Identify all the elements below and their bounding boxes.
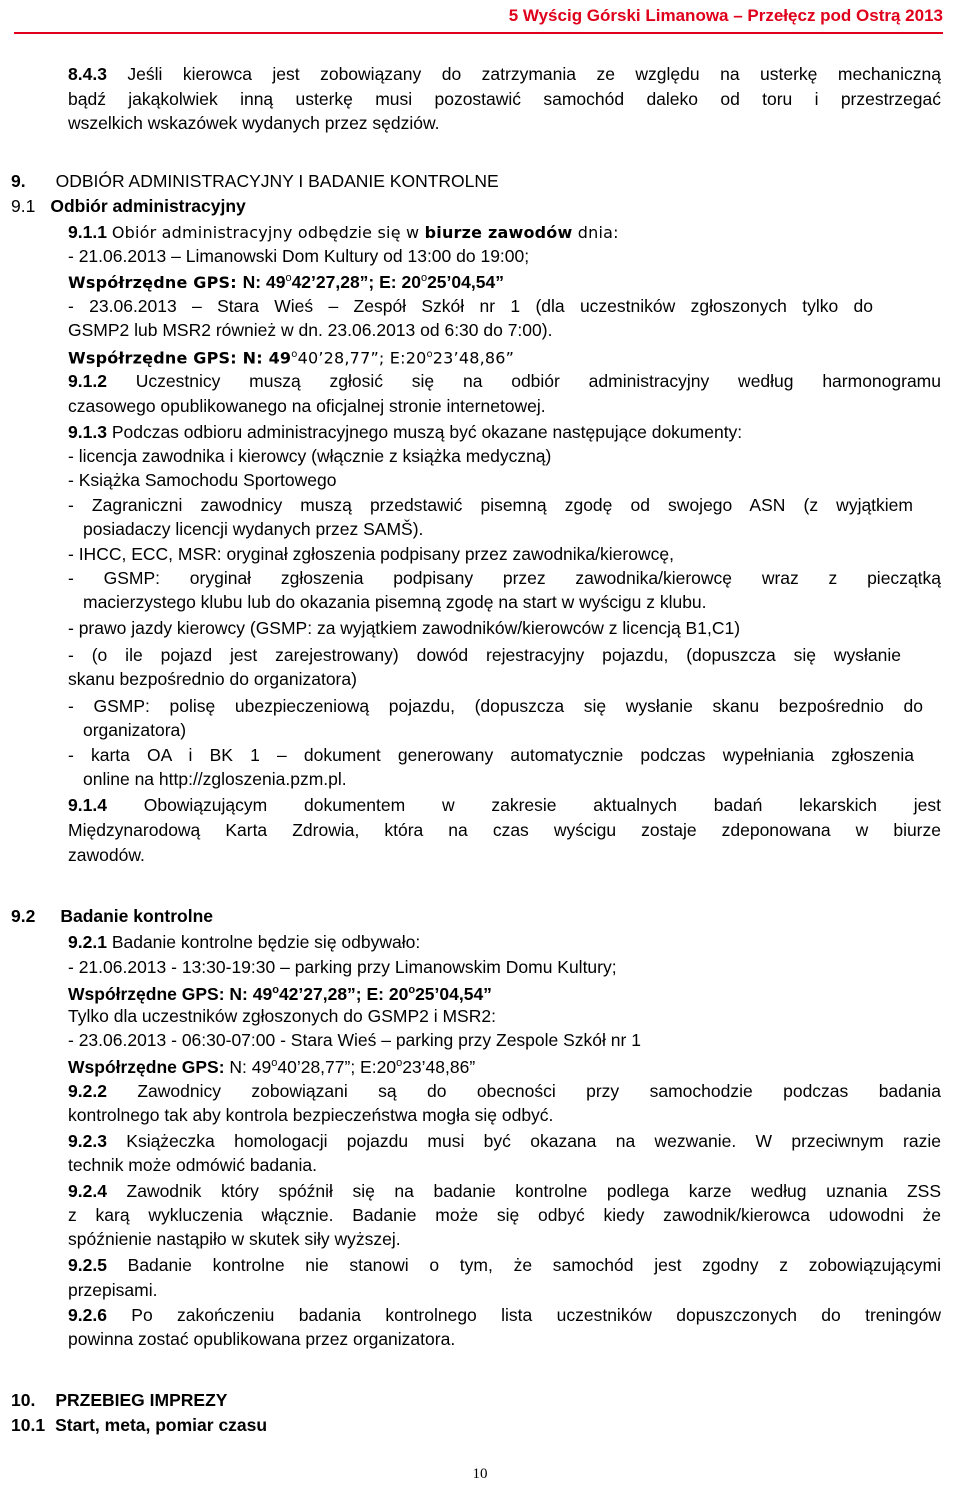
para-912-line1 [68, 371, 941, 392]
degree-sign: o [272, 984, 279, 996]
para-843-line2: bądź jakąkolwiek inną usterkę musi pozostawić samochód daleko od toru i przestrzegać [68, 89, 941, 109]
doc-item-5b: macierzystego klubu lub do okazania pisemną zgodę na start w wyścigu z klubu. [83, 592, 707, 612]
para-914-line2: Międzynarodową Karta Zdrowia, która na czas wyścigu zostaje zdeponowana w biurze [68, 820, 941, 840]
para-911-office: biurze zawodów [424, 223, 573, 242]
para-843-text1: Jeśli kierowca jest zobowiązany do zatrzymania ze względu na usterkę mechaniczną [127, 64, 941, 84]
gps2-n: N: 49 [229, 1056, 272, 1077]
page-number: 10 [472, 1466, 488, 1482]
para-911-number: 9.1.1 [68, 222, 107, 242]
para-926-text: Po zakończeniu badania kontrolnego lista uczestników dopuszczonych do treningów [131, 1305, 941, 1325]
para-925-number: 9.2.5 [68, 1255, 107, 1275]
para-924-line1 [68, 1181, 941, 1202]
gps1-label: Współrzędne GPS: [68, 272, 243, 292]
section-10-number: 10. [11, 1390, 36, 1410]
gps2-e-end: 23’48,86” [432, 348, 515, 368]
section-91-heading [11, 196, 246, 217]
para-921-number: 9.2.1 [68, 932, 107, 952]
doc-item-3b: posiadaczy licencji wydanych przez SAMŠ). [83, 519, 424, 539]
para-922-line2: kontrolnego tak aby kontrola bezpieczeństwa mogła się odbyć. [68, 1105, 554, 1125]
para-923-text: Książeczka homologacji pojazdu musi być okazana na wezwanie. W przeciwnym razie [126, 1131, 941, 1151]
para-925-line1 [68, 1255, 941, 1276]
para-911-date2a: - 23.06.2013 – Stara Wieś – Zespół Szkół nr 1 (dla uczestników zgłoszonych tylko do [68, 296, 873, 316]
para-921-gps2 [68, 1053, 475, 1078]
doc-item-8b: organizatora) [83, 720, 187, 740]
para-925-text: Badanie kontrolne nie stanowi o tym, że samochód jest zgodny z zobowiązującymi [127, 1255, 941, 1275]
para-912-text: Uczestnicy muszą zgłosić się na odbiór administracyjny według harmonogramu [135, 371, 941, 391]
para-921-text: Badanie kontrolne będzie się odbywało: [111, 932, 421, 952]
doc-item-9a: - karta OA i BK 1 – dokument generowany automatycznie podczas wypełniania zgłoszenia [68, 745, 914, 765]
section-9-title: ODBIÓR ADMINISTRACYJNY I BADANIE KONTROLNE [55, 171, 499, 191]
gps2-e: 40’28,77”; E:20 [297, 348, 427, 368]
para-912-number: 9.1.2 [68, 371, 107, 391]
gps2-label: Współrzędne GPS: [68, 1056, 230, 1077]
section-101-heading [11, 1415, 267, 1436]
para-924-line2: z karą wykluczenia włącznie. Badanie może się odbyć kiedy zawodnik/kierowca udowodni że [68, 1205, 941, 1225]
section-10-title: PRZEBIEG IMPREZY [55, 1390, 228, 1410]
para-924-text: Zawodnik który spóźnił się na badanie kontrolne podlega karze według uznania ZSS [126, 1181, 941, 1201]
para-924-line3: spóźnienie nastąpiło w skutek siły wyższej. [68, 1229, 401, 1249]
doc-item-1: - licencja zawodnika i kierowcy (włącznie z książka medyczną) [68, 446, 552, 466]
para-911-day-label: dnia: [572, 223, 619, 242]
para-923-number: 9.2.3 [68, 1131, 107, 1151]
section-101-number: 10.1 [11, 1415, 46, 1435]
degree-sign: o [271, 1057, 278, 1069]
para-913-text: Podczas odbioru administracyjnego muszą być okazane następujące dokumenty: [111, 422, 743, 442]
para-911-text: Obiór administracyjny odbędzie się w [111, 223, 425, 242]
para-922-text: Zawodnicy zobowiązani są do obecności przy samochodzie podczas badania [137, 1081, 941, 1101]
gps2-e: 40’28,77”; E:20 [277, 1056, 397, 1077]
para-922-line1 [68, 1081, 941, 1102]
para-923-line1 [68, 1131, 941, 1152]
para-914-text: Obowiązującym dokumentem w zakresie aktualnych badań lekarskich jest [143, 795, 941, 815]
para-921-date2: - 23.06.2013 - 06:30-07:00 - Stara Wieś – parking przy Zespole Szkół nr 1 [68, 1030, 641, 1050]
gps1-e-end: 25’04,54” [415, 983, 492, 1004]
para-925-line2: przepisami. [68, 1280, 158, 1300]
para-926-line2: powinna zostać opublikowana przez organizatora. [68, 1329, 456, 1349]
para-911-gps1 [68, 268, 504, 293]
gps1-e: 42’27,28”; E: 20 [291, 271, 421, 292]
header-divider [14, 32, 943, 34]
doc-item-4: - IHCC, ECC, MSR: oryginał zgłoszenia podpisany przez zawodnika/kierowcę, [68, 544, 674, 564]
para-914-number: 9.1.4 [68, 795, 107, 815]
page-header-title: 5 Wyścig Górski Limanowa – Przełęcz pod Ostrą 2013 [508, 6, 943, 25]
para-921-line1 [68, 932, 420, 953]
para-921-gps1 [68, 980, 492, 1005]
doc-item-3a: - Zagraniczni zawodnicy muszą przedstawić pisemną zgodę od swojego ASN (z wyjątkiem [68, 495, 913, 515]
degree-sign: o [291, 349, 298, 360]
para-843-number: 8.4.3 [68, 64, 107, 84]
para-923-line2: technik może odmówić badania. [68, 1155, 318, 1175]
gps1-e-end: 25’04,54” [427, 271, 504, 292]
gps2-label: Współrzędne GPS: N: 49 [68, 348, 292, 368]
para-911-gps2 [68, 344, 514, 368]
para-914-line1 [68, 795, 941, 816]
degree-sign: o [285, 272, 292, 284]
para-911-line1 [68, 222, 619, 243]
para-921-date1: - 21.06.2013 - 13:30-19:30 – parking przy Limanowskim Domu Kultury; [68, 957, 617, 977]
section-9-heading [11, 171, 499, 192]
para-924-number: 9.2.4 [68, 1181, 107, 1201]
degree-sign: o [408, 984, 416, 996]
doc-item-8a: - GSMP: polisę ubezpieczeniową pojazdu, (dopuszcza się wysłanie skanu bezpośrednio do [68, 696, 923, 716]
section-9-number: 9. [11, 171, 26, 191]
para-922-number: 9.2.2 [68, 1081, 107, 1101]
para-926-number: 9.2.6 [68, 1305, 107, 1325]
doc-item-5a: - GSMP: oryginał zgłoszenia podpisany przez zawodnika/kierowcę wraz z pieczątką [68, 568, 941, 588]
para-914-line3: zawodów. [68, 845, 145, 865]
degree-sign: o [396, 1057, 403, 1069]
section-92-title: Badanie kontrolne [60, 906, 213, 926]
para-926-line1 [68, 1305, 941, 1326]
para-843-line1 [68, 64, 941, 85]
doc-item-7b: skanu bezpośrednio do organizatora) [68, 669, 357, 689]
para-911-date2b: GSMP2 lub MSR2 również w dn. 23.06.2013 od 6:30 do 7:00). [68, 320, 553, 340]
section-91-title: Odbiór administracyjny [50, 196, 246, 216]
section-101-title: Start, meta, pomiar czasu [55, 1415, 268, 1435]
gps1-e: 42’27,28”; E: 20 [278, 983, 409, 1004]
section-91-number: 9.1 [11, 196, 36, 216]
gps2-e-end: 23’48,86” [402, 1056, 476, 1077]
section-92-number: 9.2 [11, 906, 36, 926]
gps1-n: N: 49 [242, 271, 286, 292]
para-913-number: 9.1.3 [68, 422, 107, 442]
para-911-date1: - 21.06.2013 – Limanowski Dom Kultury od 13:00 do 19:00; [68, 246, 530, 266]
doc-item-9b: online na http://zgloszenia.pzm.pl. [83, 769, 347, 789]
section-10-heading [11, 1390, 227, 1411]
doc-item-6: - prawo jazdy kierowcy (GSMP: za wyjątkiem zawodników/kierowców z licencją B1,C1) [68, 618, 741, 638]
gps1-label: Współrzędne GPS: N: 49 [68, 983, 273, 1004]
para-912-line2: czasowego opublikowanego na oficjalnej stronie internetowej. [68, 396, 546, 416]
para-843-line3: wszelkich wskazówek wydanych przez sędziów. [68, 113, 440, 133]
doc-item-2: - Książka Samochodu Sportowego [68, 470, 337, 490]
degree-sign: o [420, 272, 428, 284]
degree-sign: o [426, 349, 433, 360]
doc-item-7a: - (o ile pojazd jest zarejestrowany) dowód rejestracyjny pojazdu, (dopuszcza się wysłanie [68, 645, 901, 665]
section-92-heading [11, 906, 213, 927]
para-921-only: Tylko dla uczestników zgłoszonych do GSMP2 i MSR2: [68, 1006, 496, 1026]
para-913-intro [68, 422, 742, 443]
